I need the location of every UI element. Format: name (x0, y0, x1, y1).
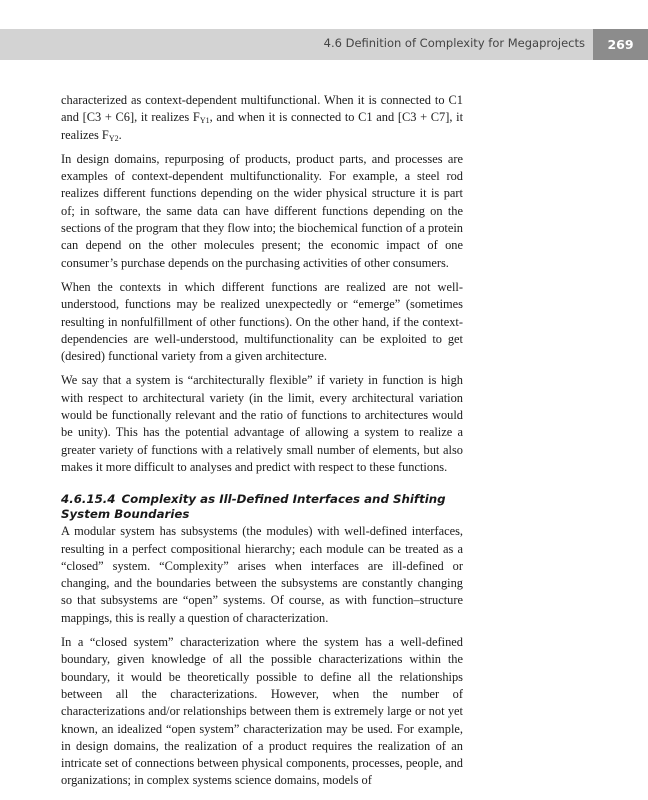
section-title: Complexity as Ill-Defined Interfaces and Shifting System Boundaries (61, 492, 446, 521)
paragraph-modular-system: A modular system has subsystems (the modules) with well-defined interfaces, resulting in a perfect compositional hierarchy; each module can be treated as a “closed” system. “Complexity” arises when interfaces are ill-defined or changing, and the boundaries between the subsystems are constantly changing so that subsystems are “open” systems. Of course, as with function–structure mappings, this is really a question of characterization. (61, 524, 463, 625)
running-head-title: 4.6 Definition of Complexity for Megaprojects (323, 36, 585, 50)
section-number: 4.6.15.4 (61, 492, 116, 507)
paragraph-text: . (118, 127, 122, 142)
section-heading (61, 492, 463, 521)
running-header-bar (0, 29, 648, 60)
body-text (61, 92, 463, 797)
paragraph-closed-system: In a “closed system” characterization where the system has a well-defined boundary, given knowledge of all the possible characterizations within the boundary, it would be theoretically possible to define all the relationships between all the characterizations. However, when the number of characterizations and/or relationships between them is extremely large or not yet known, an idealized “open system” characterization may be used. For example, in design domains, the realization of a product requires the realization of an intricate set of connections between physical components, processes, people, and organizations; in complex systems science domains, models of (61, 635, 463, 788)
subscript: Y2 (108, 133, 119, 143)
paragraph-text: , and when it is connected to C1 and [C3 + C7], it realizes F (61, 110, 464, 142)
subscript: Y1 (199, 116, 210, 126)
paragraph-repurposing: In design domains, repurposing of products, product parts, and processes are examples of context-dependent multifunctionality. For example, a steel rod realizes different functions depending on the wider physical structure it is part of; in software, the same data can have different functions depending on the sections of the program that they flow into; the biochemical function of a protein can depend on the other molecules present; the economic impact of one consumer’s purchase depends on the purchasing activities of other consumers. (61, 151, 463, 270)
paragraph-architectural-flexibility: We say that a system is “architecturally flexible” if variety in function is high with respect to architectural variety (in the limit, every architectural variation would be functionally relevant and the ratio of functions to architectures would be unity). This has the potential advantage of allowing a system to realize a greater variety of functions with a relatively small number of elements, but also makes it more difficult to analyses and predict with respect to these functions. (61, 373, 463, 474)
paragraph-continued (61, 92, 463, 144)
page-number: 269 (593, 29, 648, 60)
paragraph-contexts: When the contexts in which different functions are realized are not well-understood, functions may be realized unexpectedly or “emerge” (sometimes resulting in nonfulfillment of other functions). On the other hand, if the context-dependencies are well-understood, multifunctionality can be exploited to get (desired) functional variety from a given architecture. (61, 279, 463, 364)
paragraph-text: characterized as context-dependent multifunctional. When it is connected to C1 and [C3 + C6], it realizes F (61, 93, 463, 125)
